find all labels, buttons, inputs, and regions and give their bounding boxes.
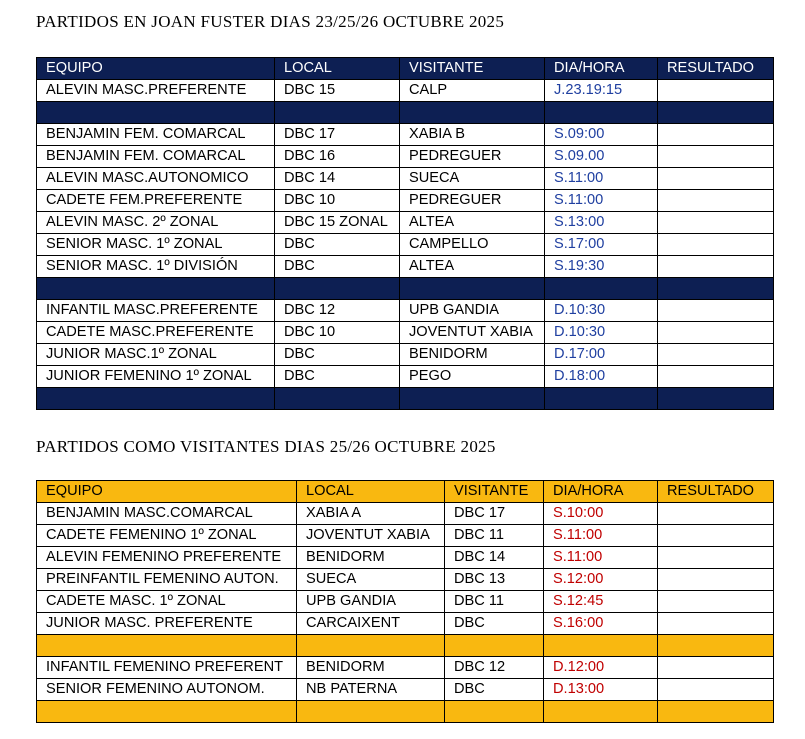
dia-hora-cell: D.10:30 xyxy=(545,322,658,344)
equipo-cell: SENIOR MASC. 1º ZONAL xyxy=(37,234,275,256)
local-cell: DBC 16 xyxy=(275,146,400,168)
match-row xyxy=(37,212,774,234)
separator-row xyxy=(37,701,774,723)
match-row xyxy=(37,344,774,366)
dia-hora-cell: S.11:00 xyxy=(544,525,658,547)
header-dia-hora: DIA/HORA xyxy=(545,58,658,80)
separator-row xyxy=(37,102,774,124)
resultado-cell xyxy=(658,234,774,256)
equipo-cell: CADETE FEMENINO 1º ZONAL xyxy=(37,525,297,547)
away-section-title: PARTIDOS COMO VISITANTES DIAS 25/26 OCTUBRE 2025 xyxy=(36,437,496,456)
separator-cell xyxy=(658,701,774,723)
dia-hora-cell: D.10:30 xyxy=(545,300,658,322)
visitante-cell: DBC 17 xyxy=(445,503,544,525)
header-dia-hora: DIA/HORA xyxy=(544,481,658,503)
visitante-cell: DBC xyxy=(445,679,544,701)
match-row xyxy=(37,190,774,212)
local-cell: DBC 15 ZONAL xyxy=(275,212,400,234)
header-local: LOCAL xyxy=(275,58,400,80)
match-row xyxy=(37,322,774,344)
dia-hora-cell: S.11:00 xyxy=(545,190,658,212)
dia-hora-cell: S.09:00 xyxy=(545,124,658,146)
resultado-cell xyxy=(658,344,774,366)
match-row xyxy=(37,679,774,701)
separator-cell xyxy=(445,635,544,657)
equipo-cell: SENIOR FEMENINO AUTONOM. xyxy=(37,679,297,701)
match-row xyxy=(37,547,774,569)
separator-cell xyxy=(545,278,658,300)
visitante-cell: PEDREGUER xyxy=(400,146,545,168)
dia-hora-cell: S.09.00 xyxy=(545,146,658,168)
local-cell: DBC 17 xyxy=(275,124,400,146)
match-row xyxy=(37,569,774,591)
resultado-cell xyxy=(658,366,774,388)
separator-cell xyxy=(275,278,400,300)
resultado-cell xyxy=(658,212,774,234)
separator-cell xyxy=(37,635,297,657)
away-header-row xyxy=(37,481,774,503)
resultado-cell xyxy=(658,613,774,635)
visitante-cell: ALTEA xyxy=(400,256,545,278)
dia-hora-cell: D.13:00 xyxy=(544,679,658,701)
local-cell: BENIDORM xyxy=(297,547,445,569)
equipo-cell: JUNIOR FEMENINO 1º ZONAL xyxy=(37,366,275,388)
separator-cell xyxy=(545,102,658,124)
visitante-cell: DBC 13 xyxy=(445,569,544,591)
resultado-cell xyxy=(658,547,774,569)
separator-cell xyxy=(658,102,774,124)
match-row xyxy=(37,300,774,322)
header-local: LOCAL xyxy=(297,481,445,503)
dia-hora-cell: S.10:00 xyxy=(544,503,658,525)
separator-cell xyxy=(658,388,774,410)
equipo-cell: BENJAMIN FEM. COMARCAL xyxy=(37,146,275,168)
visitante-cell: DBC xyxy=(445,613,544,635)
resultado-cell xyxy=(658,525,774,547)
separator-cell xyxy=(275,102,400,124)
separator-cell xyxy=(544,635,658,657)
dia-hora-cell: D.12:00 xyxy=(544,657,658,679)
separator-cell xyxy=(400,102,545,124)
resultado-cell xyxy=(658,256,774,278)
separator-cell xyxy=(658,278,774,300)
visitante-cell: DBC 12 xyxy=(445,657,544,679)
header-visitante: VISITANTE xyxy=(445,481,544,503)
separator-cell xyxy=(545,388,658,410)
visitante-cell: CALP xyxy=(400,80,545,102)
dia-hora-cell: S.17:00 xyxy=(545,234,658,256)
local-cell: DBC 15 xyxy=(275,80,400,102)
resultado-cell xyxy=(658,190,774,212)
header-visitante: VISITANTE xyxy=(400,58,545,80)
local-cell: DBC xyxy=(275,344,400,366)
dia-hora-cell: S.11:00 xyxy=(544,547,658,569)
equipo-cell: CADETE FEM.PREFERENTE xyxy=(37,190,275,212)
local-cell: DBC 10 xyxy=(275,322,400,344)
dia-hora-cell: S.16:00 xyxy=(544,613,658,635)
visitante-cell: PEGO xyxy=(400,366,545,388)
home-matches-table xyxy=(36,57,774,410)
separator-cell xyxy=(37,701,297,723)
separator-cell xyxy=(400,388,545,410)
resultado-cell xyxy=(658,80,774,102)
equipo-cell: SENIOR MASC. 1º DIVISIÓN xyxy=(37,256,275,278)
separator-cell xyxy=(37,388,275,410)
local-cell: DBC 14 xyxy=(275,168,400,190)
equipo-cell: ALEVIN MASC.PREFERENTE xyxy=(37,80,275,102)
separator-cell xyxy=(658,635,774,657)
match-row xyxy=(37,256,774,278)
separator-row xyxy=(37,635,774,657)
equipo-cell: BENJAMIN MASC.COMARCAL xyxy=(37,503,297,525)
separator-row xyxy=(37,388,774,410)
separator-cell xyxy=(297,701,445,723)
local-cell: DBC xyxy=(275,366,400,388)
match-row xyxy=(37,525,774,547)
local-cell: DBC 10 xyxy=(275,190,400,212)
resultado-cell xyxy=(658,679,774,701)
local-cell: SUECA xyxy=(297,569,445,591)
resultado-cell xyxy=(658,146,774,168)
local-cell: UPB GANDIA xyxy=(297,591,445,613)
visitante-cell: BENIDORM xyxy=(400,344,545,366)
equipo-cell: BENJAMIN FEM. COMARCAL xyxy=(37,124,275,146)
local-cell: CARCAIXENT xyxy=(297,613,445,635)
local-cell: DBC xyxy=(275,256,400,278)
match-row xyxy=(37,591,774,613)
equipo-cell: JUNIOR MASC.1º ZONAL xyxy=(37,344,275,366)
dia-hora-cell: J.23.19:15 xyxy=(545,80,658,102)
dia-hora-cell: S.13:00 xyxy=(545,212,658,234)
resultado-cell xyxy=(658,124,774,146)
separator-cell xyxy=(445,701,544,723)
equipo-cell: INFANTIL FEMENINO PREFERENT xyxy=(37,657,297,679)
match-row xyxy=(37,657,774,679)
header-equipo: EQUIPO xyxy=(37,58,275,80)
dia-hora-cell: S.12:45 xyxy=(544,591,658,613)
visitante-cell: DBC 14 xyxy=(445,547,544,569)
header-equipo: EQUIPO xyxy=(37,481,297,503)
resultado-cell xyxy=(658,322,774,344)
separator-cell xyxy=(297,635,445,657)
match-row xyxy=(37,613,774,635)
resultado-cell xyxy=(658,657,774,679)
equipo-cell: JUNIOR MASC. PREFERENTE xyxy=(37,613,297,635)
dia-hora-cell: S.12:00 xyxy=(544,569,658,591)
separator-cell xyxy=(37,102,275,124)
separator-cell xyxy=(544,701,658,723)
visitante-cell: JOVENTUT XABIA xyxy=(400,322,545,344)
match-row xyxy=(37,124,774,146)
home-header-row xyxy=(37,58,774,80)
home-section-title: PARTIDOS EN JOAN FUSTER DIAS 23/25/26 OCTUBRE 2025 xyxy=(36,12,505,31)
local-cell: XABIA A xyxy=(297,503,445,525)
dia-hora-cell: S.19:30 xyxy=(545,256,658,278)
equipo-cell: PREINFANTIL FEMENINO AUTON. xyxy=(37,569,297,591)
local-cell: DBC 12 xyxy=(275,300,400,322)
resultado-cell xyxy=(658,300,774,322)
visitante-cell: DBC 11 xyxy=(445,591,544,613)
match-row xyxy=(37,234,774,256)
match-row xyxy=(37,80,774,102)
equipo-cell: ALEVIN MASC.AUTONOMICO xyxy=(37,168,275,190)
equipo-cell: CADETE MASC. 1º ZONAL xyxy=(37,591,297,613)
resultado-cell xyxy=(658,168,774,190)
away-matches-table xyxy=(36,480,774,723)
separator-cell xyxy=(400,278,545,300)
local-cell: DBC xyxy=(275,234,400,256)
resultado-cell xyxy=(658,591,774,613)
visitante-cell: PEDREGUER xyxy=(400,190,545,212)
dia-hora-cell: S.11:00 xyxy=(545,168,658,190)
visitante-cell: ALTEA xyxy=(400,212,545,234)
separator-row xyxy=(37,278,774,300)
local-cell: NB PATERNA xyxy=(297,679,445,701)
visitante-cell: CAMPELLO xyxy=(400,234,545,256)
visitante-cell: DBC 11 xyxy=(445,525,544,547)
local-cell: BENIDORM xyxy=(297,657,445,679)
header-resultado: RESULTADO xyxy=(658,481,774,503)
header-resultado: RESULTADO xyxy=(658,58,774,80)
visitante-cell: UPB GANDIA xyxy=(400,300,545,322)
separator-cell xyxy=(37,278,275,300)
dia-hora-cell: D.18:00 xyxy=(545,366,658,388)
equipo-cell: ALEVIN MASC. 2º ZONAL xyxy=(37,212,275,234)
match-row xyxy=(37,146,774,168)
resultado-cell xyxy=(658,503,774,525)
match-row xyxy=(37,168,774,190)
resultado-cell xyxy=(658,569,774,591)
visitante-cell: SUECA xyxy=(400,168,545,190)
match-row xyxy=(37,503,774,525)
equipo-cell: INFANTIL MASC.PREFERENTE xyxy=(37,300,275,322)
match-row xyxy=(37,366,774,388)
equipo-cell: ALEVIN FEMENINO PREFERENTE xyxy=(37,547,297,569)
local-cell: JOVENTUT XABIA xyxy=(297,525,445,547)
dia-hora-cell: D.17:00 xyxy=(545,344,658,366)
visitante-cell: XABIA B xyxy=(400,124,545,146)
equipo-cell: CADETE MASC.PREFERENTE xyxy=(37,322,275,344)
separator-cell xyxy=(275,388,400,410)
